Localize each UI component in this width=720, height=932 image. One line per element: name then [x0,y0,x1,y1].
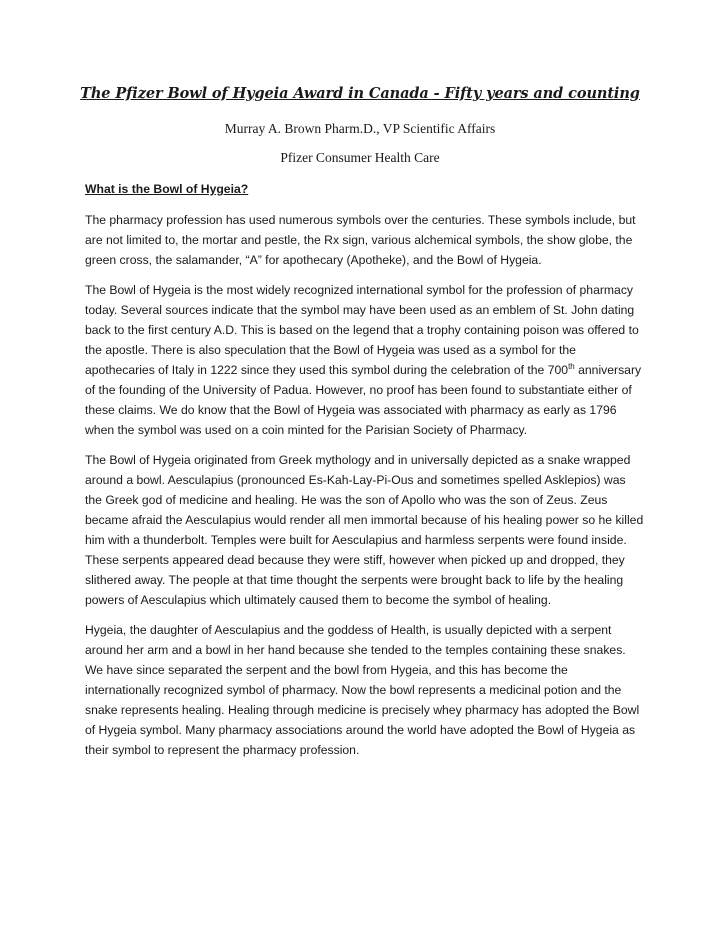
organization-line: Pfizer Consumer Health Care [280,150,440,165]
section-heading: What is the Bowl of Hygeia? [85,182,249,196]
paragraph-mythology: The Bowl of Hygeia originated from Greek mythology and in universally depicted as a snake wrapped around a bowl. Aesculapius (pronounced Es-Kah-Lay-Pi-Ous and sometimes spelled Asklepios) was the Greek god of medicine and healing. He was the son of Apollo who was the son of Zeus. Zeus became afraid the Aesculapius would render all men immortal because of his healing power so he killed him with a thunderbolt. Temples were built for Aesculapius and harmless serpents were found inside. These serpents appeared dead because they were stiff, however when picked up and dropped, they slithered away. The people at that time thought the serpents were brought back to life by the healing powers of Aesculapius which ultimately caused them to become the symbol of healing. [85,453,644,607]
paragraph-hygeia: Hygeia, the daughter of Aesculapius and the goddess of Health, is usually depicted with a serpent around her arm and a bowl in her hand because she tended to the temples containing these snakes. We have since separated the serpent and the bowl from Hygeia, and this has become the internationally recognized symbol of pharmacy. Now the bowl represents a medicinal potion and the snake represents healing. Healing through medicine is precisely whey pharmacy has adopted the Bowl of Hygeia symbol. Many pharmacy associations around the world have adopted the Bowl of Hygeia as their symbol to represent the pharmacy profession. [85,623,640,757]
document-title: The Pfizer Bowl of Hygeia Award in Canada - Fifty years and counting [80,85,640,102]
author-line: Murray A. Brown Pharm.D., VP Scientific Affairs [224,121,496,136]
paragraph-symbols: The pharmacy profession has used numerous symbols over the centuries. These symbols include, but are not limited to, the mortar and pestle, the Rx sign, various alchemical symbols, the show globe, the green cross, the salamander, “A” for apothecary (Apotheke), and the Bowl of Hygeia. [85,213,636,267]
ordinal-superscript: th [568,361,575,371]
body-text [85,210,645,770]
paragraph-history-part-2: anniversary of the founding of the University of Padua. However, no proof has been found to substantiate either of these claims. We do know that the Bowl of Hygeia was associated with pharmacy as early as 1796 when the symbol was used on a coin minted for the Parisian Society of Pharmacy. [85,363,642,437]
paragraph-history-part-1: The Bowl of Hygeia is the most widely recognized international symbol for the profession of pharmacy today. Several sources indicate that the symbol may have been used as an emblem of St. John dating back to the first century A.D. This is based on the legend that a trophy containing poison was offered to the apostle. There is also speculation that the Bowl of Hygeia was used as a symbol for the apothecaries of Italy in 1222 since they used this symbol during the celebration of the 700 [85,283,639,377]
paragraph-history [85,280,645,440]
